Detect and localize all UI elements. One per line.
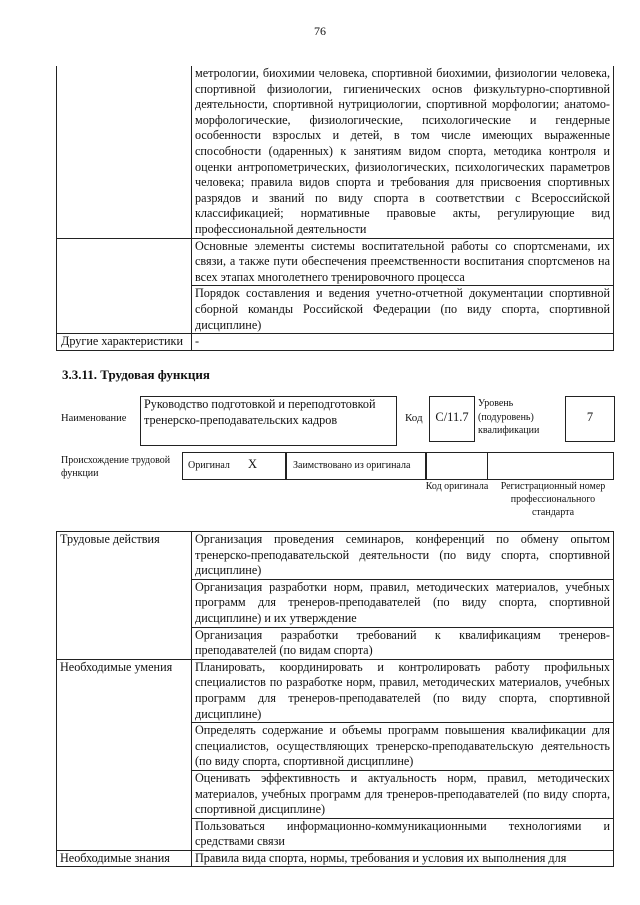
row-label: [57, 286, 192, 334]
group-item: Организация разработки требований к квалификациям тренеров-преподавателей (по видам спорта): [192, 627, 614, 659]
function-details-table: [56, 531, 614, 867]
table-row: [57, 334, 614, 351]
page-number: 76: [314, 24, 326, 38]
original-mark: X: [248, 457, 258, 471]
group-item: Правила вида спорта, нормы, требования и условия их выполнения для: [192, 850, 614, 867]
row-text: Порядок составления и ведения учетно-отчетной документации спортивной сборной команды Российской Федерации (по виду спорта, спортивной дисциплине): [192, 286, 614, 334]
level-label: Уровень (подуровень) квалификации: [478, 398, 540, 436]
original-label: Оригинал: [188, 460, 230, 471]
row-label: [57, 238, 192, 286]
borrowed-box: [286, 452, 426, 480]
table-row: [57, 532, 614, 580]
reg-number-label: Регистрационный номер профессионального стандарта: [500, 481, 606, 518]
borrowed-label: Заимствовано из оригинала: [293, 460, 411, 471]
group-item: Организация разработки норм, правил, методических материалов, учебных программ для тренеров-преподавателей (по виду спорта, спортивной дисциплине) и их утверждение: [192, 579, 614, 627]
group-item: Планировать, координировать и контролировать работу профильных специалистов по разработке норм, правил, методических материалов, учебных программ для тренеров-преподавателей (по виду спорта, спортивной дисциплине): [192, 659, 614, 722]
function-code: C/11.7: [429, 396, 475, 442]
row-label: [57, 66, 192, 238]
group-item: Оценивать эффективность и актуальность норм, правил, методических материалов, учебных программ для тренеров-преподавателей (по виду спорта, спортивной дисциплине): [192, 770, 614, 818]
table-row: [57, 659, 614, 722]
code-original-label: Код оригинала: [425, 481, 489, 492]
group-label: Необходимые знания: [57, 850, 192, 867]
table-row: [57, 66, 614, 238]
name-label: Наименование: [61, 413, 127, 424]
group-label: Трудовые действия: [57, 532, 192, 660]
group-item: Организация проведения семинаров, конференций по обмену опытом тренерско-преподавательской деятельности (по виду спорта, спортивной дисциплине): [192, 532, 614, 580]
table-row: [57, 238, 614, 286]
code-label: Код: [405, 412, 423, 424]
group-label: Необходимые умения: [57, 659, 192, 850]
table-row: [57, 286, 614, 334]
origin-label: Происхождение трудовой функции: [61, 455, 171, 479]
row-text: -: [192, 334, 614, 351]
row-text: метрологии, биохимии человека, спортивной биохимии, физиологии человека, спортивной физиологии, гигиенических основ физкультурно-спортивной деятельности, спортивной нутрициологии, спортивной морфологии; анатомо-морфологические, физиологические, психологические и гендерные особенности взрослых и детей, в том числе имеющих выраженные способности (одаренных) к занятиям видом спорта, методика контроля и оценки антропометрических, физиологических, психологических параметров человека; правила видов спорта и требования для присвоения спортивных разрядов и званий по виду спорта в соответствии с Всероссийской классификацией; нормативные правовые акты, регулирующие вид профессиональной деятельности: [192, 66, 614, 238]
knowledge-table: [56, 66, 614, 351]
level-value: 7: [565, 396, 615, 442]
row-text: Основные элементы системы воспитательной работы со спортсменами, их связи, а также пути обеспечения преемственности воспитания спортсменов на всех этапах многолетнего тренировочного процесса: [192, 238, 614, 286]
function-name: Руководство подготовкой и переподготовкой тренерско-преподавательских кадров: [140, 396, 397, 446]
code-original-box: [426, 452, 488, 480]
original-box: [182, 452, 286, 480]
table-row: [57, 850, 614, 867]
group-item: Определять содержание и объемы программ повышения квалификации для специалистов, осуществляющих тренерско-преподавательскую деятельность (по виду спорта, спортивной дисциплине): [192, 723, 614, 771]
row-label: Другие характеристики: [57, 334, 192, 351]
reg-number-box: [488, 452, 614, 480]
section-title: 3.3.11. Трудовая функция: [62, 367, 210, 382]
group-item: Пользоваться информационно-коммуникационными технологиями и средствами связи: [192, 818, 614, 850]
